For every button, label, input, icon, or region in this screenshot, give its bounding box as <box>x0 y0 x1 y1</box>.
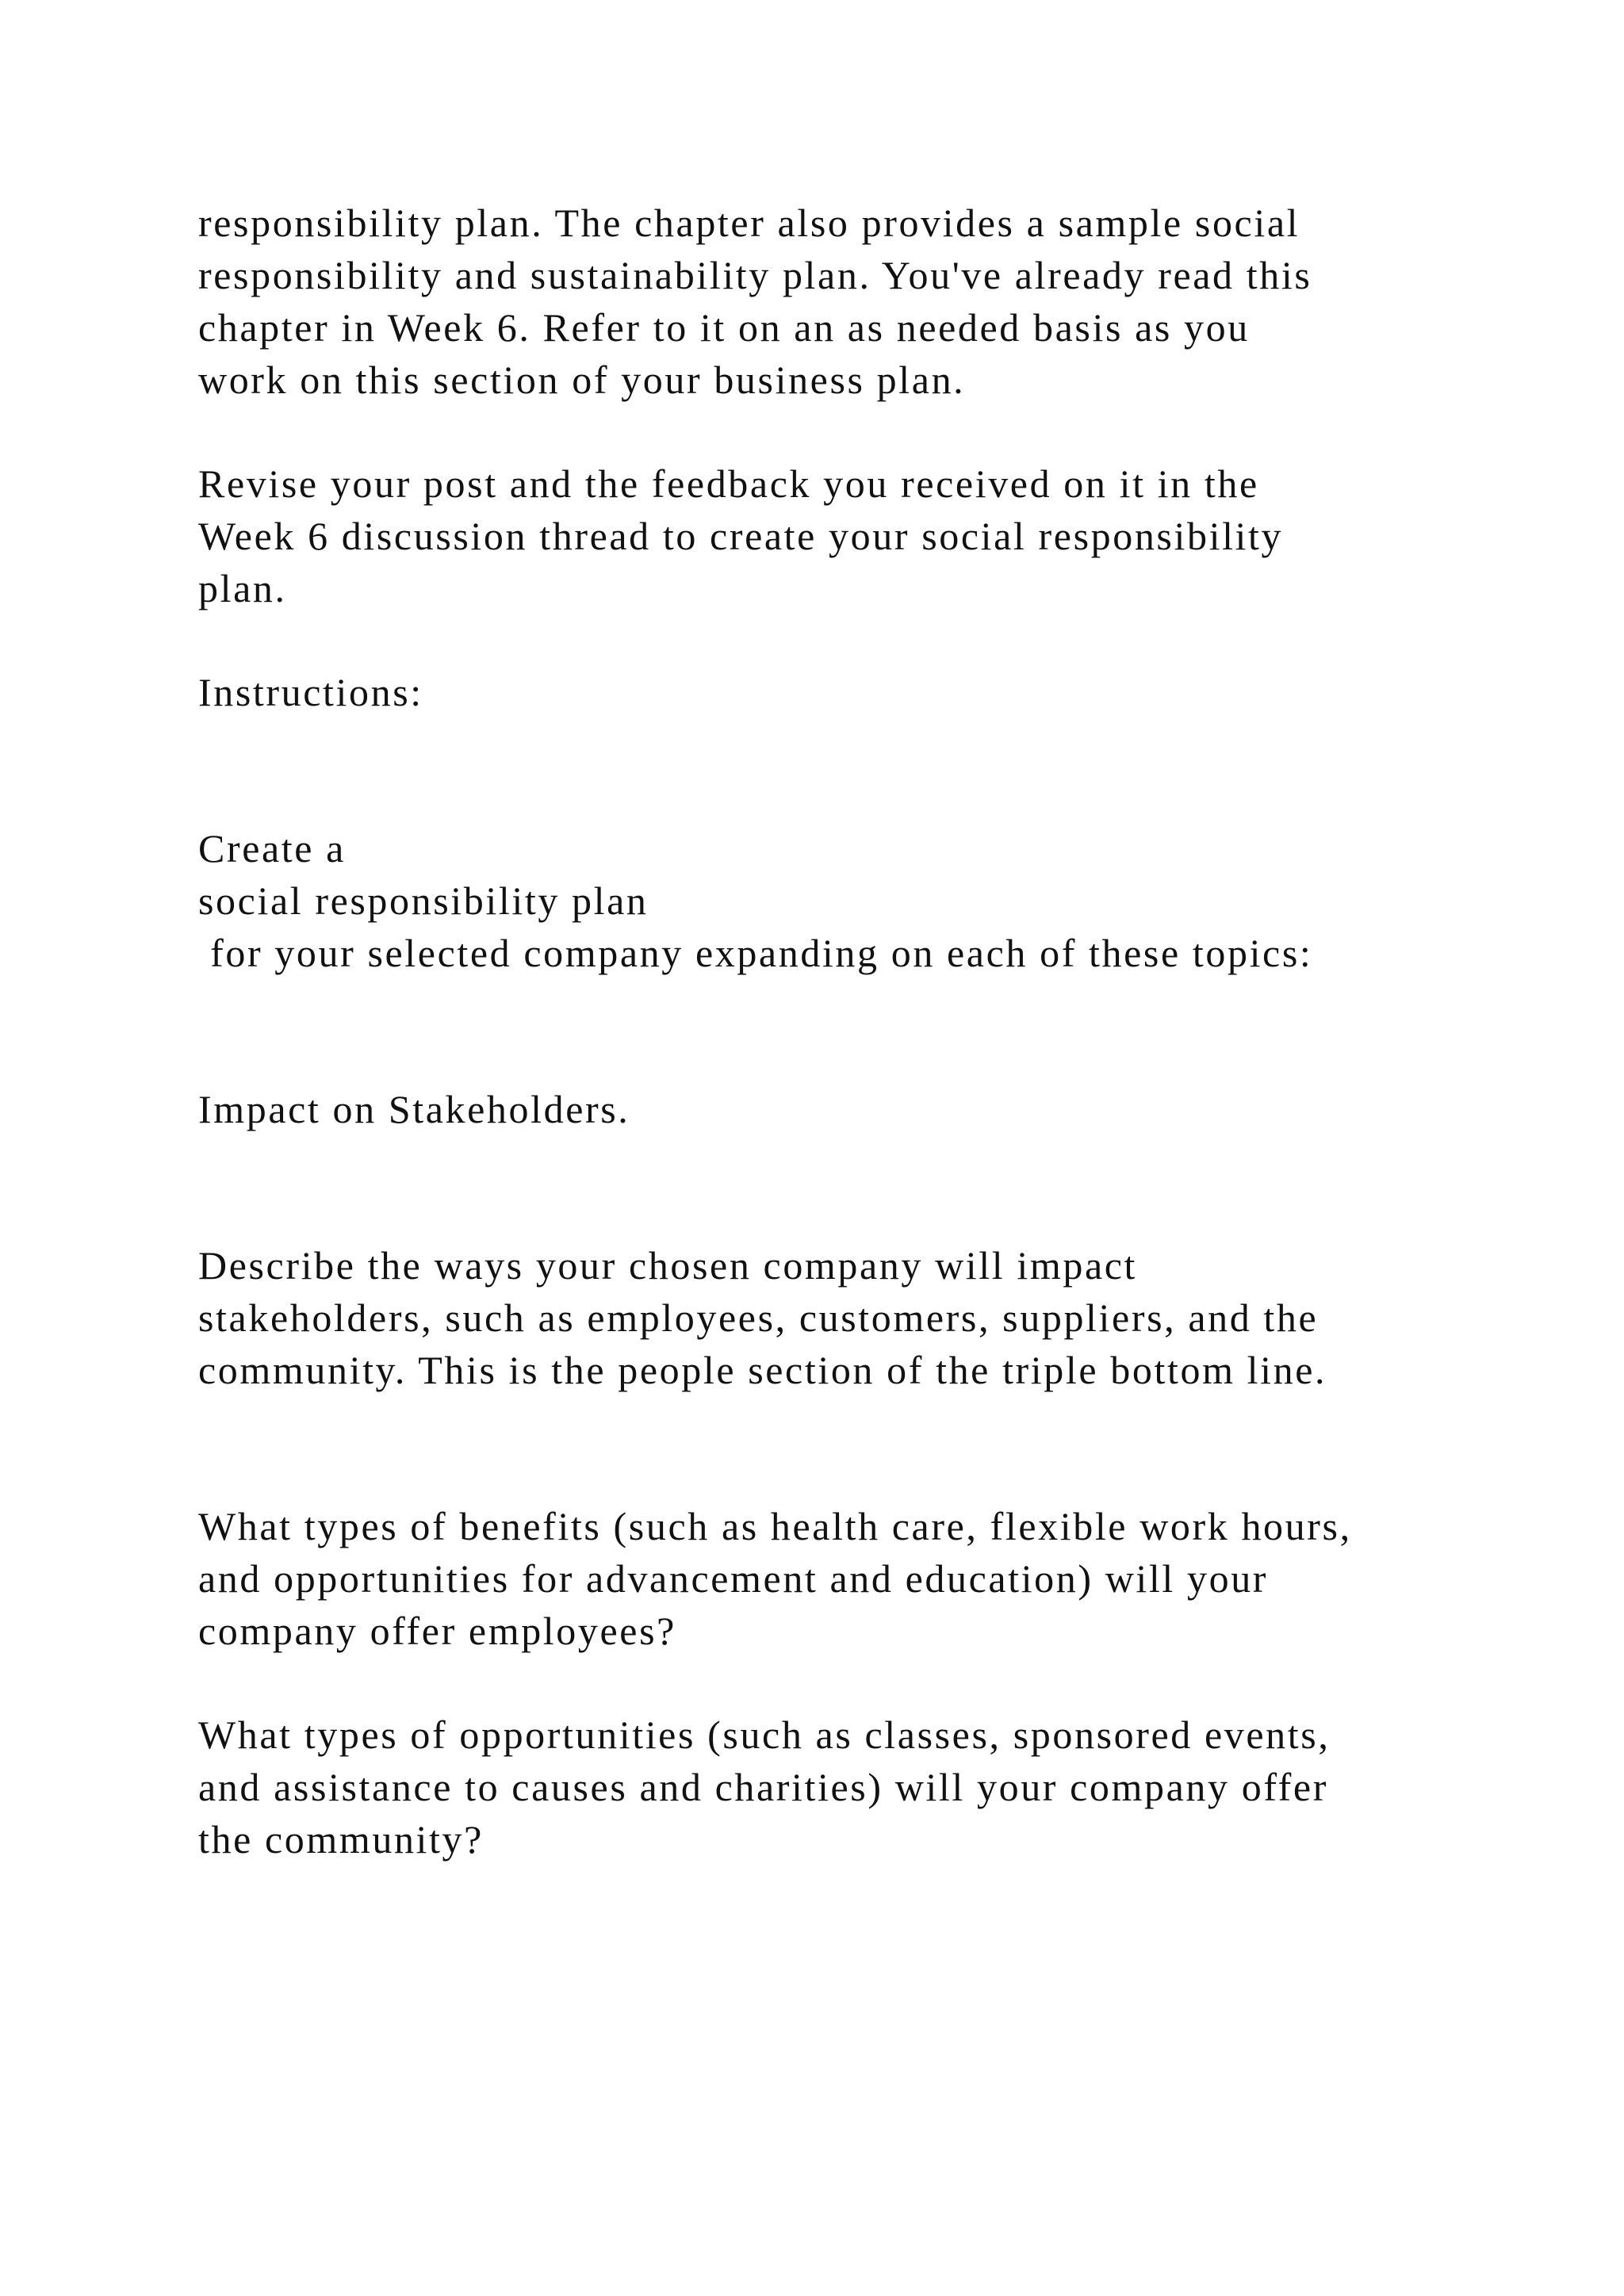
heading-line: Instructions: <box>198 670 423 714</box>
section-heading <box>198 1083 1546 1135</box>
text-line: Revise your post and the feedback you received on it in the <box>198 461 1259 506</box>
text-line: work on this section of your business plan. <box>198 358 966 402</box>
revise-paragraph <box>198 457 1546 614</box>
text-line: What types of benefits (such as health care, flexible work hours, <box>198 1504 1352 1548</box>
text-line: the community? <box>198 1817 484 1862</box>
text-line: social responsibility plan <box>198 878 649 923</box>
text-line: What types of opportunities (such as classes, sponsored events, <box>198 1712 1331 1757</box>
benefits-question <box>198 1500 1546 1657</box>
instructions-heading <box>198 666 1546 718</box>
text-line: stakeholders, such as employees, customers, suppliers, and the <box>198 1295 1319 1340</box>
text-line: plan. <box>198 566 287 610</box>
text-line: Week 6 discussion thread to create your social responsibility <box>198 514 1284 558</box>
text-line: responsibility and sustainability plan. You've already read this <box>198 253 1312 297</box>
text-line: Describe the ways your chosen company will impact <box>198 1243 1138 1288</box>
describe-paragraph <box>198 1239 1546 1396</box>
text-line: company offer employees? <box>198 1609 676 1653</box>
heading-line: Impact on Stakeholders. <box>198 1087 630 1131</box>
text-line: community. This is the people section of the triple bottom line. <box>198 1348 1327 1392</box>
text-line: Create a <box>198 826 346 871</box>
text-line: and assistance to causes and charities) will your company offer <box>198 1765 1328 1809</box>
text-line: and opportunities for advancement and education) will your <box>198 1556 1269 1601</box>
text-line: responsibility plan. The chapter also provides a sample social <box>198 201 1300 245</box>
opportunities-question <box>198 1709 1546 1866</box>
text-line: chapter in Week 6. Refer to it on an as needed basis as you <box>198 305 1250 350</box>
intro-paragraph <box>198 197 1546 406</box>
text-line: for your selected company expanding on each of these topics: <box>198 931 1313 975</box>
create-paragraph <box>198 822 1546 979</box>
